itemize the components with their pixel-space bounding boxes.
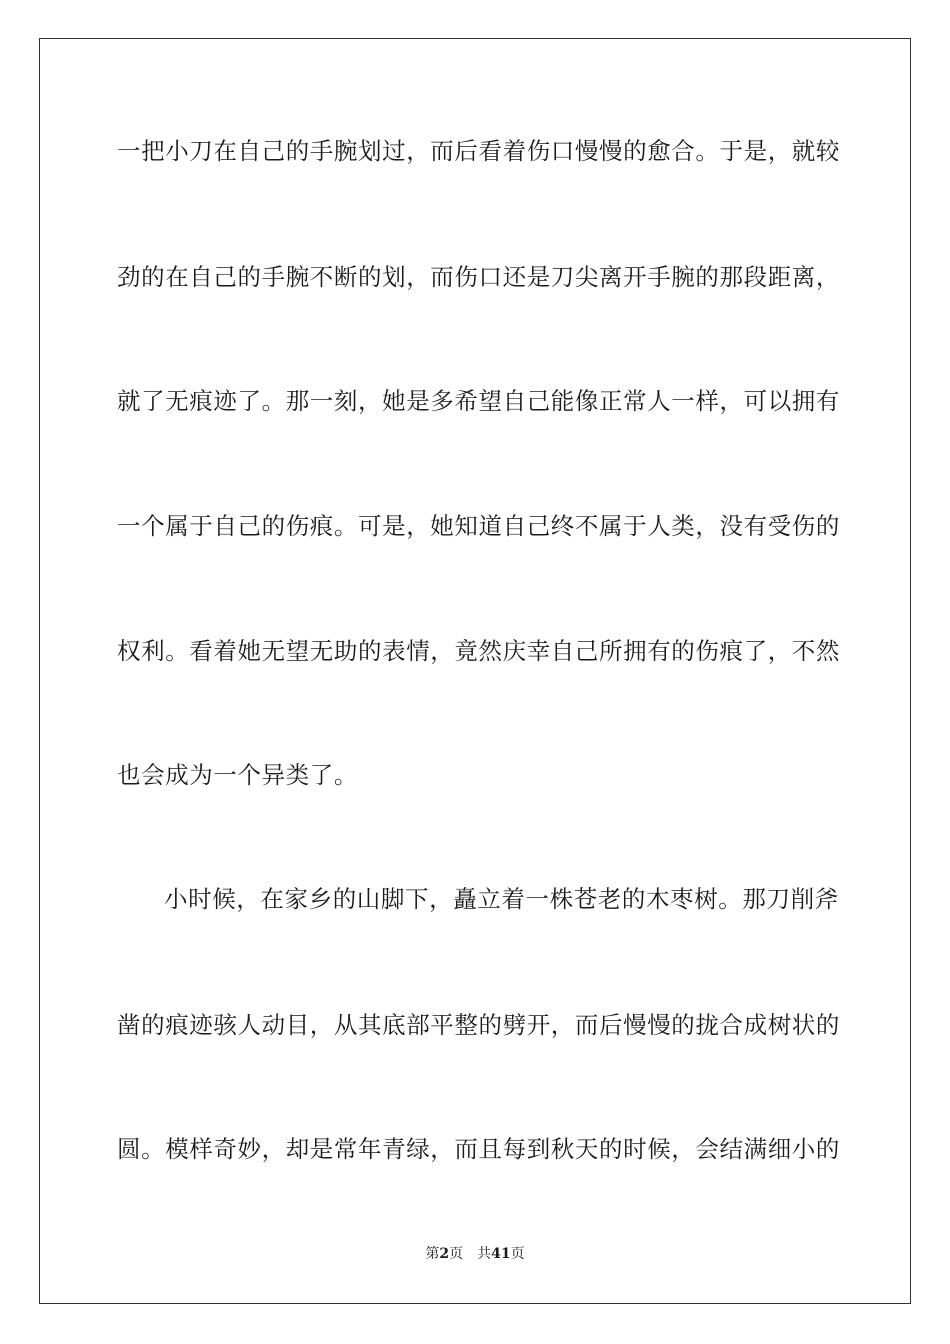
paragraph-line-3: 就了无痕迹了。那一刻，她是多希望自己能像正常人一样，可以拥有 bbox=[117, 387, 840, 415]
paragraph-line-1: 一把小刀在自己的手腕划过，而后看着伤口慢慢的愈合。于是，就较 bbox=[117, 137, 840, 165]
paragraph-line-5: 权利。看着她无望无助的表情，竟然庆幸自己所拥有的伤痕了，不然 bbox=[117, 637, 840, 665]
footer-page-number: 2 bbox=[439, 1246, 450, 1262]
footer-total-suffix: 页 bbox=[510, 1246, 525, 1262]
paragraph-line-2: 劲的在自己的手腕不断的划，而伤口还是刀尖离开手腕的那段距离， bbox=[117, 263, 840, 291]
paragraph-line-8: 凿的痕迹骇人动目，从其底部平整的劈开，而后慢慢的拢合成树状的 bbox=[117, 1011, 840, 1039]
footer-page-suffix: 页 bbox=[449, 1246, 464, 1262]
paragraph-line-4: 一个属于自己的伤痕。可是，她知道自己终不属于人类，没有受伤的 bbox=[117, 512, 840, 540]
footer-page-prefix: 第 bbox=[425, 1246, 440, 1262]
page-border bbox=[39, 38, 911, 1304]
paragraph-line-9: 圆。模样奇妙，却是常年青绿，而且每到秋天的时候，会结满细小的 bbox=[117, 1135, 840, 1163]
paragraph-line-7: 小时候，在家乡的山脚下，矗立着一株苍老的木枣树。那刀削斧 bbox=[164, 885, 839, 913]
page-footer bbox=[0, 1245, 950, 1263]
footer-total-prefix: 共 bbox=[477, 1246, 492, 1262]
paragraph-line-6: 也会成为一个异类了。 bbox=[117, 761, 358, 789]
footer-total-number: 41 bbox=[491, 1246, 511, 1262]
